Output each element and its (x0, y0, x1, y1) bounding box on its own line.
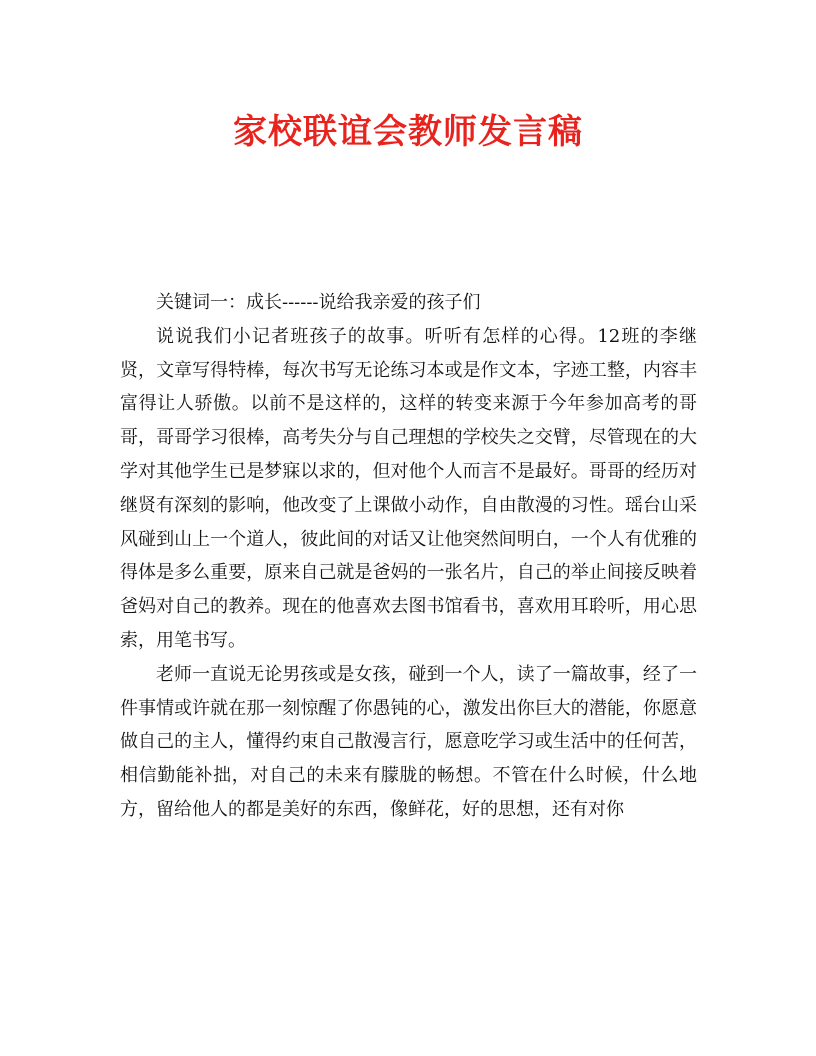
document-body (120, 286, 697, 827)
paragraph-story: 说说我们小记者班孩子的故事。听听有怎样的心得。12班的李继贤，文章写得特棒，每次书写无论练习本或是作文本，字迹工整，内容丰富得让人骄傲。以前不是这样的，这样的转变来源于今年参加高考的哥哥，哥哥学习很棒，高考失分与自己理想的学校失之交臂，尽管现在的大学对其他学生已是梦寐以求的，但对他个人而言不是最好。哥哥的经历对继贤有深刻的影响，他改变了上课做小动作，自由散漫的习性。瑶台山采风碰到山上一个道人，彼此间的对话又让他突然间明白，一个人有优雅的得体是多么重要，原来自己就是爸妈的一张名片，自己的举止间接反映着爸妈对自己的教养。现在的他喜欢去图书馆看书，喜欢用耳聆听，用心思索，用笔书写。 (120, 325, 697, 651)
paragraph-teacher-says: 老师一直说无论男孩或是女孩，碰到一个人，读了一篇故事，经了一件事情或许就在那一刻惊醒了你愚钝的心，激发出你巨大的潜能，你愿意做自己的主人，懂得约束自己散漫言行，愿意吃学习或生活中的任何苦，相信勤能补拙，对自己的未来有朦胧的畅想。不管在什么时候，什么地方，留给他人的都是美好的东西，像鲜花，好的思想，还有对你 (120, 663, 697, 820)
document-title: 家校联谊会教师发言稿 (233, 112, 583, 152)
paragraph-keyword: 关键词一：成长------说给我亲爱的孩子们 (156, 292, 481, 313)
